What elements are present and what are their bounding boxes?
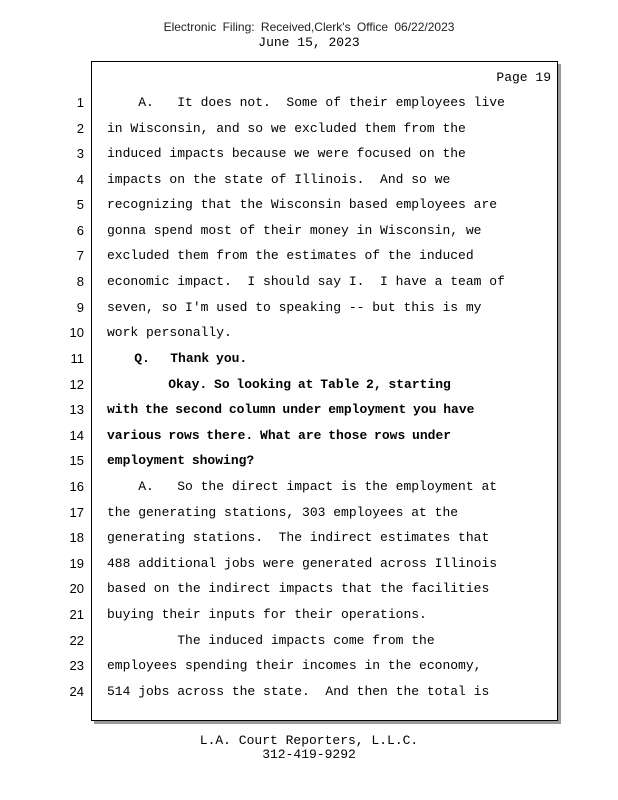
line-number: 2 [76,121,84,136]
line-number: 5 [76,197,84,212]
transcript-line: various rows there. What are those rows under [107,428,452,443]
transcript-line: Okay. So looking at Table 2, starting [107,377,451,392]
line-number: 23 [69,658,84,673]
transcript-line: generating stations. The indirect estimates that [107,530,490,545]
transcript-line: employment showing? [107,453,255,468]
transcript-line: work personally. [107,325,232,340]
transcript-line: seven, so I'm used to speaking -- but this is my [107,300,482,315]
transcript-line: A. So the direct impact is the employment at [107,479,498,494]
transcript-line: buying their inputs for their operations. [107,607,427,622]
line-number: 20 [69,581,84,596]
line-number: 12 [69,377,84,392]
line-number: 10 [69,325,84,340]
line-number: 18 [69,530,84,545]
transcript-line: with the second column under employment you have [107,402,475,417]
line-number: 3 [76,146,84,161]
transcript-line: gonna spend most of their money in Wisconsin, we [107,223,482,238]
reporter-phone: 312-419-9292 [262,747,356,762]
line-number: 15 [69,453,84,468]
line-number: 16 [69,479,84,494]
transcript-line: induced impacts because we were focused on the [107,146,466,161]
line-number: 14 [69,428,84,443]
transcript-line: economic impact. I should say I. I have a team of [107,274,505,289]
line-number: 7 [76,248,84,263]
transcript-line: 514 jobs across the state. And then the total is [107,684,490,699]
filing-stamp: Electronic Filing: Received,Clerk's Office 06/22/2023 [163,20,455,34]
transcript-line: based on the indirect impacts that the facilities [107,581,490,596]
transcript-line: Q. Thank you. [107,351,248,366]
transcript-line: employees spending their incomes in the economy, [107,658,482,673]
line-number: 6 [76,223,84,238]
reporter-company: L.A. Court Reporters, L.L.C. [199,733,419,748]
line-number: 1 [76,95,84,110]
line-number: 8 [76,274,84,289]
deposition-date: June 15, 2023 [258,35,360,50]
line-number: 21 [69,607,84,622]
transcript-line: 488 additional jobs were generated across Illinois [107,556,498,571]
transcript-line: recognizing that the Wisconsin based employees are [107,197,498,212]
transcript-line: impacts on the state of Illinois. And so we [107,172,451,187]
transcript-line: The induced impacts come from the [107,633,435,648]
line-number: 22 [69,633,84,648]
line-number: 9 [76,300,84,315]
transcript-line: excluded them from the estimates of the induced [107,248,474,263]
transcript-line: in Wisconsin, and so we excluded them from the [107,121,466,136]
line-number: 19 [69,556,84,571]
transcript-line: the generating stations, 303 employees at the [107,505,459,520]
line-number: 11 [70,351,84,366]
transcript-line: A. It does not. Some of their employees live [107,95,505,110]
line-number: 4 [76,172,84,187]
line-number: 13 [69,402,84,417]
line-number: 17 [69,505,84,520]
line-number: 24 [69,684,84,699]
page-number: Page 19 [496,70,551,85]
